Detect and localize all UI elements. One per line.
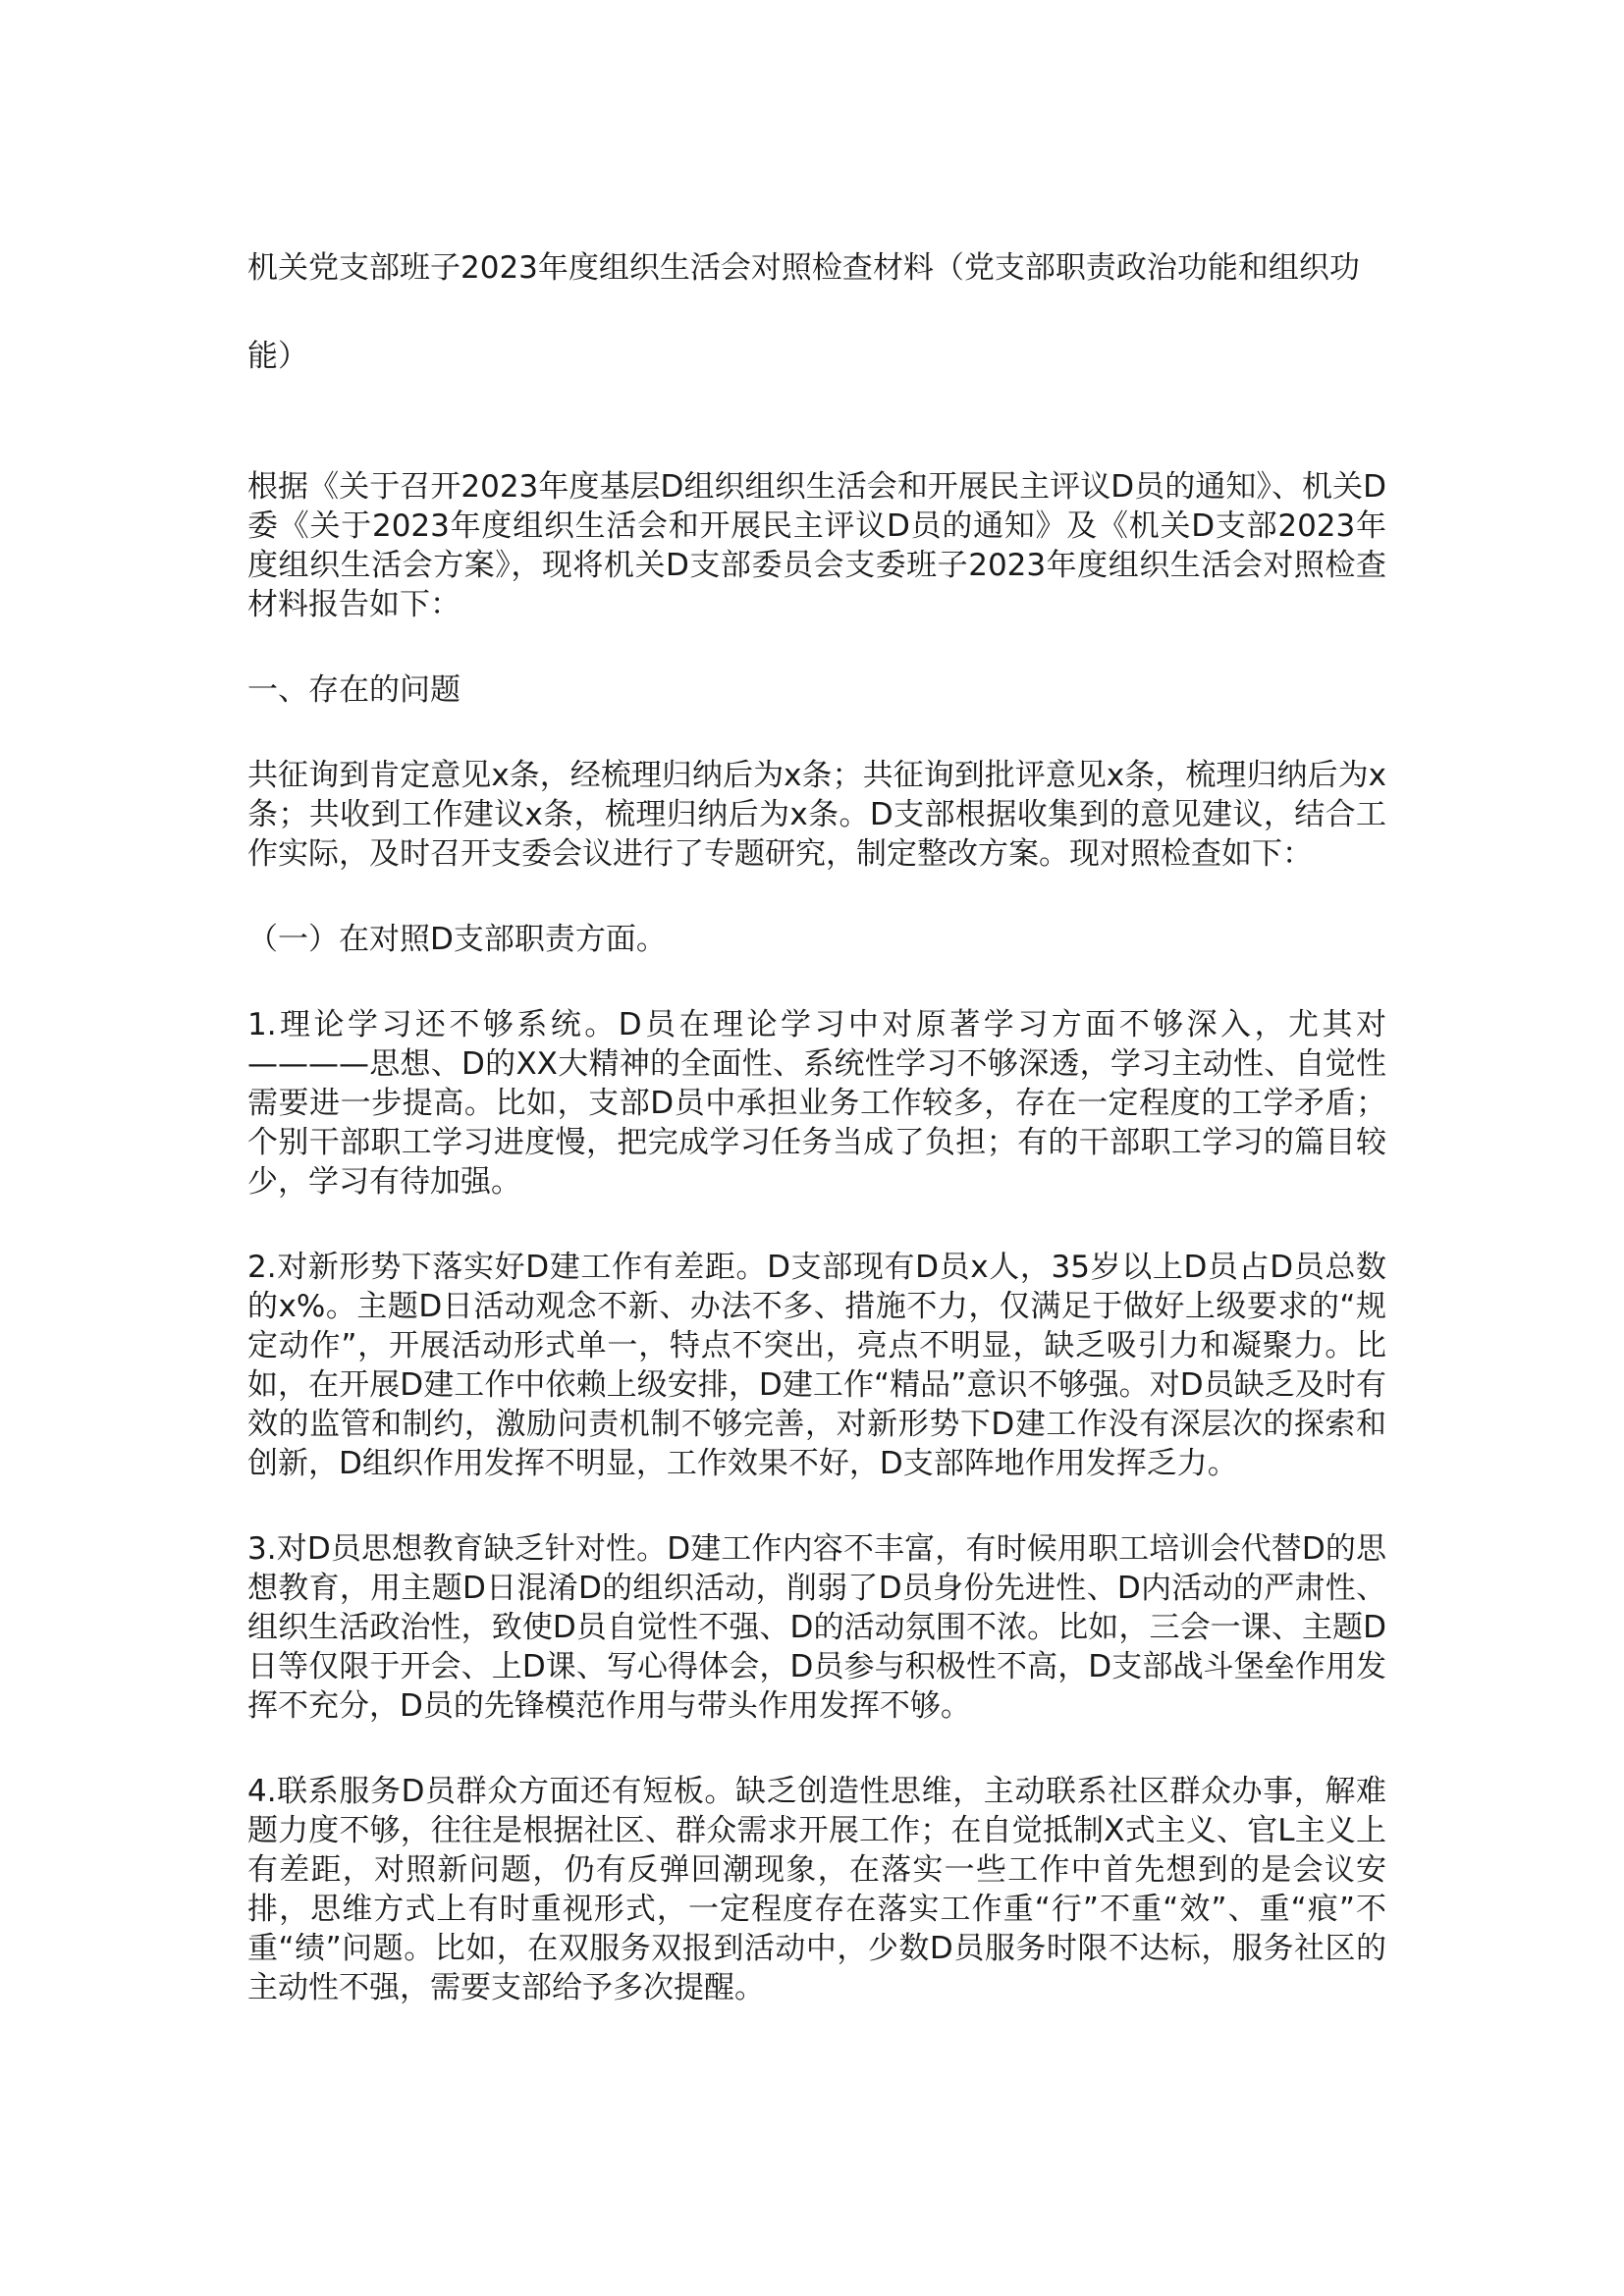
intro-paragraph: 根据《关于召开2023年度基层D组织组织生活会和开展民主评议D员的通知》、机关D委《关于2023年度组织生活会和开展民主评议D员的通知》及《机关D支部2023年度组织生活会方案》，现将机关D支部委员会支委班子2023年度组织生活会对照检查材料报告如下：	[247, 469, 1386, 622]
list-item-3: 3.对D员思想教育缺乏针对性。D建工作内容不丰富，有时候用职工培训会代替D的思想教育，用主题D日混淆D的组织活动，削弱了D员身份先进性、D内活动的严肃性、组织生活政治性，致使D员自觉性不强、D的活动氛围不浓。比如，三会一课、主题D日等仅限于开会、上D课、写心得体会，D员参与积极性不高，D支部战斗堡垒作用发挥不充分，D员的先锋模范作用与带头作用发挥不够。	[247, 1531, 1386, 1724]
list-item-4: 4.联系服务D员群众方面还有短板。缺乏创造性思维，主动联系社区群众办事，解难题力度不够，往往是根据社区、群众需求开展工作；在自觉抵制X式主义、官L主义上有差距，对照新问题，仍有反弹回潮现象，在落实一些工作中首先想到的是会议安排，思维方式上有时重视形式，一定程度存在落实工作重“行”不重“效”、重“痕”不重“绩”问题。比如，在双服务双报到活动中，少数D员服务时限不达标，服务社区的主动性不强，需要支部给予多次提醒。	[247, 1774, 1386, 2005]
document-title: 机关党支部班子2023年度组织生活会对照检查材料（党支部职责政治功能和组织功能）	[247, 250, 1360, 374]
section-heading-problems: 一、存在的问题	[247, 672, 460, 708]
section-paragraph-summary: 共征询到肯定意见x条，经梳理归纳后为x条；共征询到批评意见x条，梳理归纳后为x条；共收到工作建议x条，梳理归纳后为x条。D支部根据收集到的意见建议，结合工作实际，及时召开支委会议进行了专题研究，制定整改方案。现对照检查如下：	[247, 758, 1386, 872]
list-item-2: 2.对新形势下落实好D建工作有差距。D支部现有D员x人，35岁以上D员占D员总数的x%。主题D日活动观念不新、办法不多、措施不力，仅满足于做好上级要求的“规定动作”，开展活动形式单一，特点不突出，亮点不明显，缺乏吸引力和凝聚力。比如，在开展D建工作中依赖上级安排，D建工作“精品”意识不够强。对D员缺乏及时有效的监管和制约，激励问责机制不够完善，对新形势下D建工作没有深层次的探索和创新，D组织作用发挥不明显，工作效果不好，D支部阵地作用发挥乏力。	[247, 1250, 1386, 1481]
list-item-1: 1.理论学习还不够系统。D员在理论学习中对原著学习方面不够深入，尤其对————思想、D的XX大精神的全面性、系统性学习不够深透，学习主动性、自觉性需要进一步提高。比如，支部D员中承担业务工作较多，存在一定程度的工学矛盾；个别干部职工学习进度慢，把完成学习任务当成了负担；有的干部职工学习的篇目较少，学习有待加强。	[247, 1007, 1386, 1200]
subsection-heading-duties: （一）在对照D支部职责方面。	[247, 922, 667, 957]
document-body	[247, 224, 1386, 2054]
